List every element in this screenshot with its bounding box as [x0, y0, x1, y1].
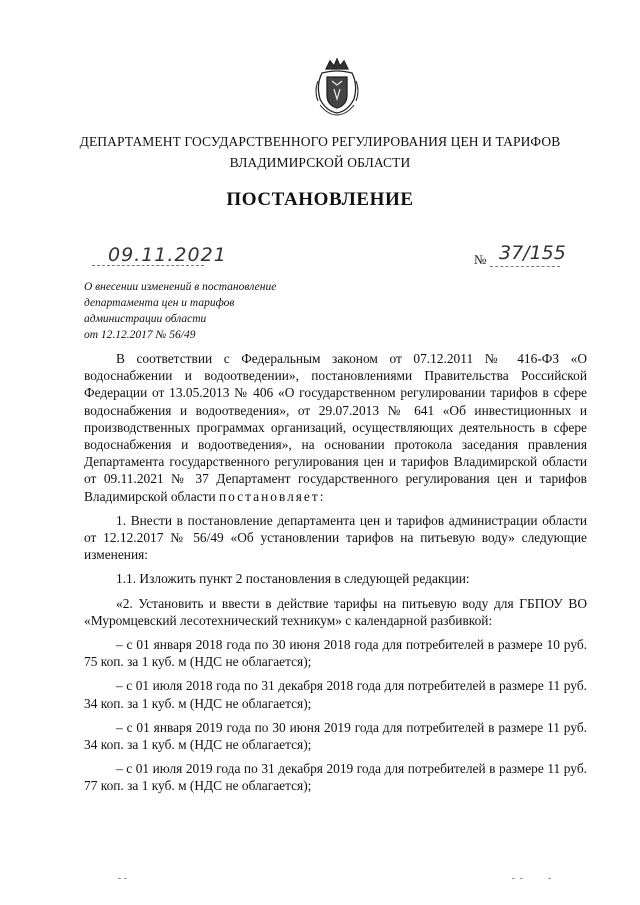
scan-mark: [512, 878, 515, 879]
scan-mark: [124, 878, 127, 879]
number-label: №: [474, 252, 487, 267]
document-subject: [84, 279, 324, 343]
document-body: [84, 350, 587, 795]
scan-mark: [520, 878, 523, 879]
quoted-paragraph: «2. Установить и ввести в действие тарифы на питьевую воду для ГБПОУ ВО «Муромцевский лесотехнический техникум» с календарной разбивкой:: [84, 595, 587, 628]
subject-line: администрации области: [84, 313, 207, 325]
subject-line: от 12.12.2017 № 56/49: [84, 329, 196, 341]
tariff-item: – с 01 июля 2019 года по 31 декабря 2019 года для потребителей в размере 11 руб. 77 коп. за 1 куб. м (НДС не облагается);: [84, 761, 587, 794]
department-name-line2: ВЛАДИМИРСКОЙ ОБЛАСТИ: [229, 155, 411, 170]
scan-mark: [548, 878, 551, 879]
subject-line: О внесении изменений в постановление: [84, 281, 277, 293]
coat-of-arms-icon: [312, 55, 362, 117]
preamble-paragraph: [84, 350, 587, 505]
tariff-item: – с 01 января 2018 года по 30 июня 2018 года для потребителей в размере 10 руб. 75 коп. за 1 куб. м (НДС не облагается);: [84, 637, 587, 670]
date-underline: [92, 265, 204, 266]
number-underline: [490, 266, 560, 267]
tariff-item: – с 01 июля 2018 года по 31 декабря 2018 года для потребителей в размере 11 руб. 34 коп. за 1 куб. м (НДС не облагается);: [84, 678, 587, 711]
subject-line: департамента цен и тарифов: [84, 297, 235, 309]
item-1-paragraph: 1. Внести в постановление департамента цен и тарифов администрации области от 12.12.2017 № 56/49 «Об установлении тарифов на питьевую воду» следующие изменения:: [84, 512, 587, 563]
item-1-1-paragraph: 1.1. Изложить пункт 2 постановления в следующей редакции:: [116, 571, 470, 587]
department-name-line1: ДЕПАРТАМЕНТ ГОСУДАРСТВЕННОГО РЕГУЛИРОВАНИЯ ЦЕН И ТАРИФОВ: [79, 134, 561, 149]
preamble-text: В соответствии с Федеральным законом от 07.12.2011 № 416-ФЗ «О водоснабжении и водоотведении», постановлениями Правительства Российской Федерации от 13.05.2013 № 406 «О государственном регулировании тарифов в сфере водоснабжения и водоотведения», от 29.07.2013 № 641 «Об инвестиционных и производственных программах организаций, осуществляющих деятельность в сфере водоснабжения и водоотведения», на основании протокола заседания правления Департамента государственного регулирования цен и тарифов Владимирской области от 09.11.2021 № 37 Департамент государственного регулирования цен и тарифов Владимирской области: [84, 351, 587, 504]
tariff-item: – с 01 января 2019 года по 30 июня 2019 года для потребителей в размере 11 руб. 34 коп. за 1 куб. м (НДС не облагается);: [84, 719, 587, 753]
resolves-word: постановляет:: [218, 488, 326, 504]
document-title: ПОСТАНОВЛЕНИЕ: [226, 189, 414, 210]
document-date: 09.11.2021: [108, 244, 227, 266]
document-number: 37/155: [499, 242, 566, 264]
scan-mark: [118, 878, 121, 879]
